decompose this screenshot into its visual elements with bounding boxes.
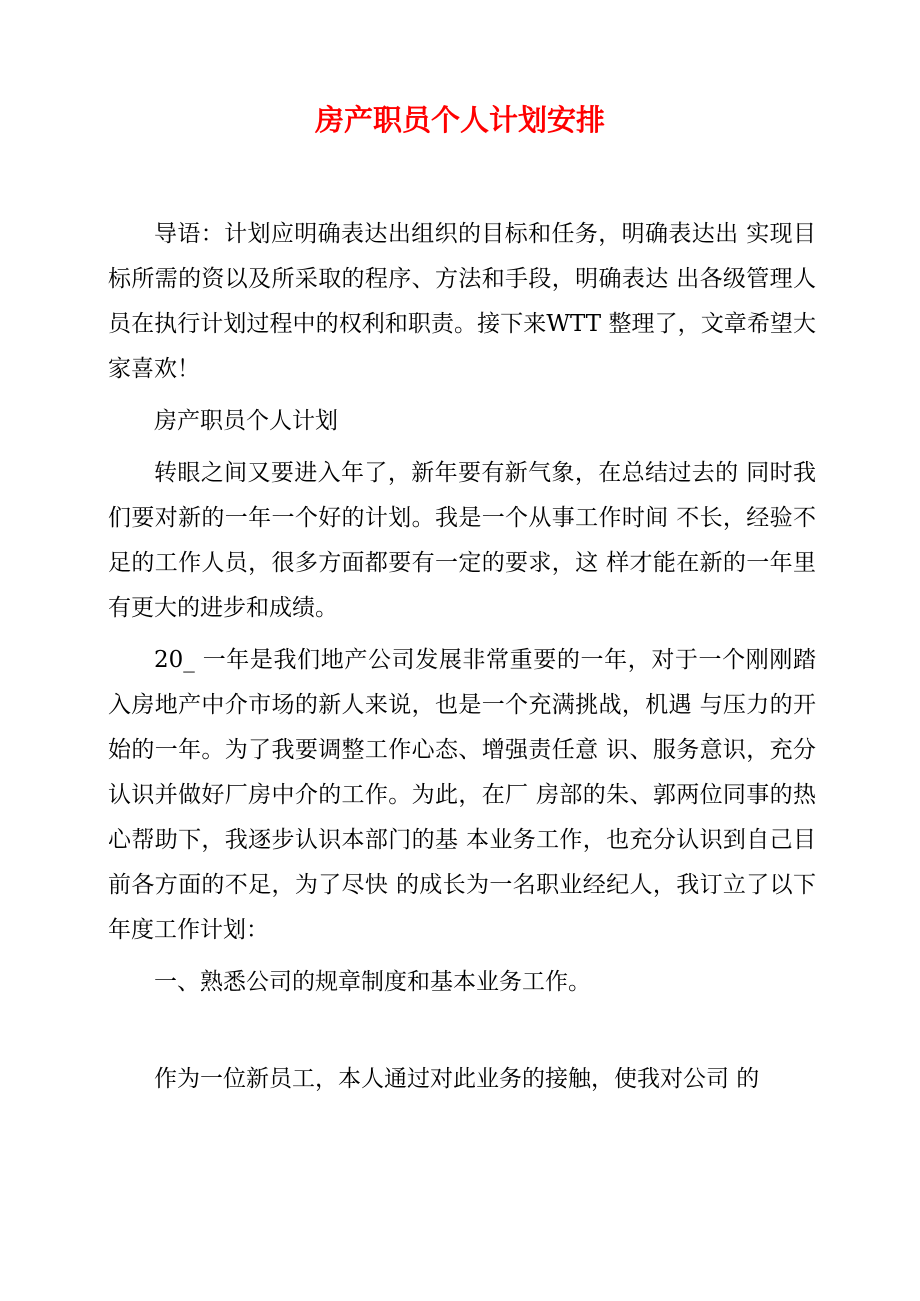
section-heading: 房产职员个人计划 [154,408,338,434]
intro-paragraph: 导语：计划应明确表达出组织的目标和任务，明确表达出 实现目标所需的资以及所采取的程序、方法和手段，明确表达 出各级管理人员在执行计划过程中的权利和职责。接下来WTT 整理了，文章希望大家喜欢！ [108,221,816,382]
body-paragraph: 作为一位新员工，本人通过对此业务的接触，使我对公司 的 [154,1066,760,1092]
body-paragraph: 转眼之间又要进入年了，新年要有新气象，在总结过去的 同时我们要对新的一年一个好的计划。我是一个从事工作时间 不长，经验不足的工作人员，很多方面都要有一定的要求，这 样才能在新的一年里有更大的进步和成绩。 [108,460,816,621]
numbered-heading: 一、熟悉公司的规章制度和基本业务工作。 [154,969,591,995]
document-body [108,212,816,1102]
document-title: 房产职员个人计划安排 [314,103,605,137]
body-paragraph: 20_ 一年是我们地产公司发展非常重要的一年，对于一个刚刚踏入房地产中介市场的新人来说，也是一个充满挑战，机遇 与压力的开始的一年。为了我要调整工作心态、增强责任意 识、服务意识，充分认识并做好厂房中介的工作。为此，在厂 房部的朱、郭两位同事的热心帮助下，我逐步认识本部门的基 本业务工作，也充分认识到自己目前各方面的不足，为了尽快 的成长为一名职业经纪人，我订立了以下年度工作计划： [108,647,816,943]
